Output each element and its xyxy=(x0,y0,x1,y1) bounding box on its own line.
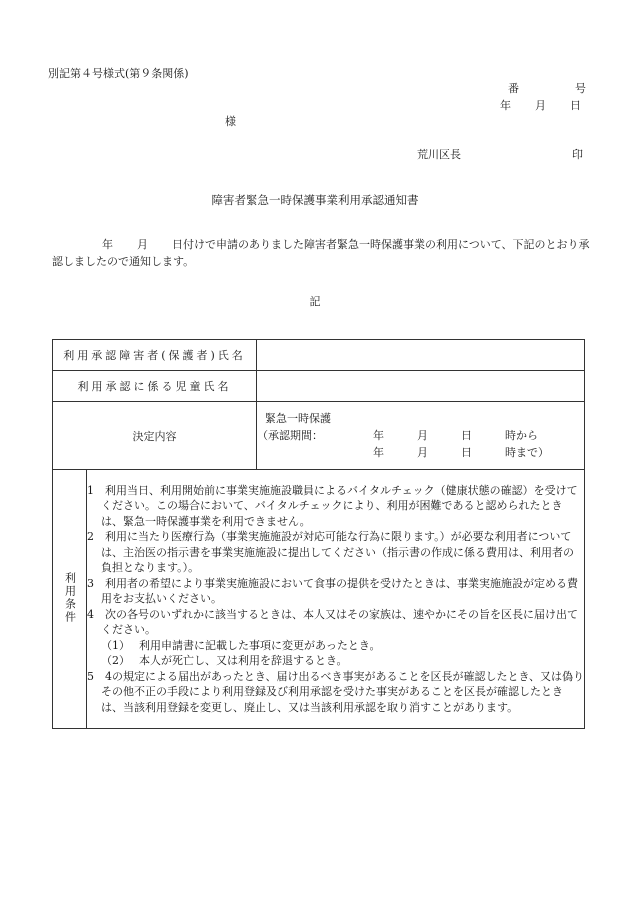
number-label: 番 xyxy=(508,82,519,95)
decision-type: 緊急一時保護 xyxy=(265,412,331,425)
conditions-label-cell xyxy=(53,470,87,729)
child-name-value xyxy=(257,371,585,402)
period-end-month: 月 xyxy=(417,446,428,459)
period-end-time: 時まで） xyxy=(505,446,549,459)
approved-person-value xyxy=(257,340,585,371)
conditions-label: 利用条件 xyxy=(63,571,77,624)
notification-body xyxy=(52,236,592,270)
condition-item: 3 利用者の希望により事業実施施設において食事の提供を受けたときは、事業実施施設が定める費用をお支払いください。 xyxy=(87,576,578,606)
ki-heading: 記 xyxy=(309,295,321,308)
table-row xyxy=(53,402,585,470)
sub-item-text: 本人が死亡し、又は利用を辞退するとき。 xyxy=(139,654,348,668)
condition-item: 5 4の規定による届出があったとき、届け出るべき事実があることを区長が確認したとき、又は偽りその他不正の手段により利用登録及び利用承認を受けた事実があることを区長が確認したときは、当該利用登録を変更し、廃止し、又は当該利用承認を取り消すことがあります。 xyxy=(87,669,585,714)
table-row xyxy=(53,340,585,371)
date-day-label: 日 xyxy=(570,99,581,112)
date-month-label: 月 xyxy=(535,99,546,112)
date-year-label: 年 xyxy=(500,99,511,112)
table-row xyxy=(53,371,585,402)
decision-label: 決定内容 xyxy=(53,402,257,470)
approved-person-label: 利用承認障害者(保護者)氏名 xyxy=(53,340,257,371)
addressee-suffix: 様 xyxy=(225,115,236,128)
sub-item-number: （1） xyxy=(101,638,130,652)
period-label: （承認期間： xyxy=(257,429,323,442)
document-title: 障害者緊急一時保護事業利用承認通知書 xyxy=(211,193,419,207)
decision-content xyxy=(257,402,585,470)
condition-sub-item xyxy=(87,638,584,654)
number-suffix: 号 xyxy=(575,82,586,95)
period-end-year: 年 xyxy=(373,446,384,459)
document-number-line xyxy=(508,80,586,96)
condition-item: 1 利用当日、利用開始前に事業実施施設職員によるバイタルチェック（健康状態の確認）を受けてください。この場合において、バイタルチェックにより、利用が困難であると認められたときは、緊急一時保護事業を利用できません。 xyxy=(87,483,578,528)
period-start-day: 日 xyxy=(461,429,472,442)
condition-sub-item xyxy=(87,653,584,669)
period-start-month: 月 xyxy=(417,429,428,442)
condition-item: 2 利用に当たり医療行為（事業実施施設が対応可能な行為に限ります。）が必要な利用者については、主治医の指示書を事業実施施設に提出してください（指示書の作成に係る費用は、利用者の負担となります。）。 xyxy=(87,530,574,575)
period-end-day: 日 xyxy=(461,446,472,459)
sub-item-text: 利用申請書に記載した事項に変更があったとき。 xyxy=(139,638,381,652)
body-text: 日付けで申請のありました障害者緊急一時保護事業の利用について、下記のとおり承認しましたので通知します。 xyxy=(52,238,590,268)
condition-item: 4 次の各号のいずれかに該当するときは、本人又はその家族は、速やかにその旨を区長に届け出てください。 xyxy=(87,607,578,637)
period-start-year: 年 xyxy=(373,429,384,442)
conditions-list xyxy=(87,470,585,729)
form-identifier: 別記第４号様式(第９条関係) xyxy=(48,67,189,80)
body-year-label: 年 xyxy=(102,238,113,251)
table-row xyxy=(53,470,585,729)
document-date-line xyxy=(500,97,581,113)
issuer-name: 荒川区長 xyxy=(417,148,461,161)
period-start-time: 時から xyxy=(505,429,538,442)
seal-mark: 印 xyxy=(572,148,583,161)
child-name-label: 利用承認に係る児童氏名 xyxy=(53,371,257,402)
body-month-label: 月 xyxy=(137,238,148,251)
sub-item-number: （2） xyxy=(101,654,130,668)
approval-table xyxy=(52,339,585,729)
